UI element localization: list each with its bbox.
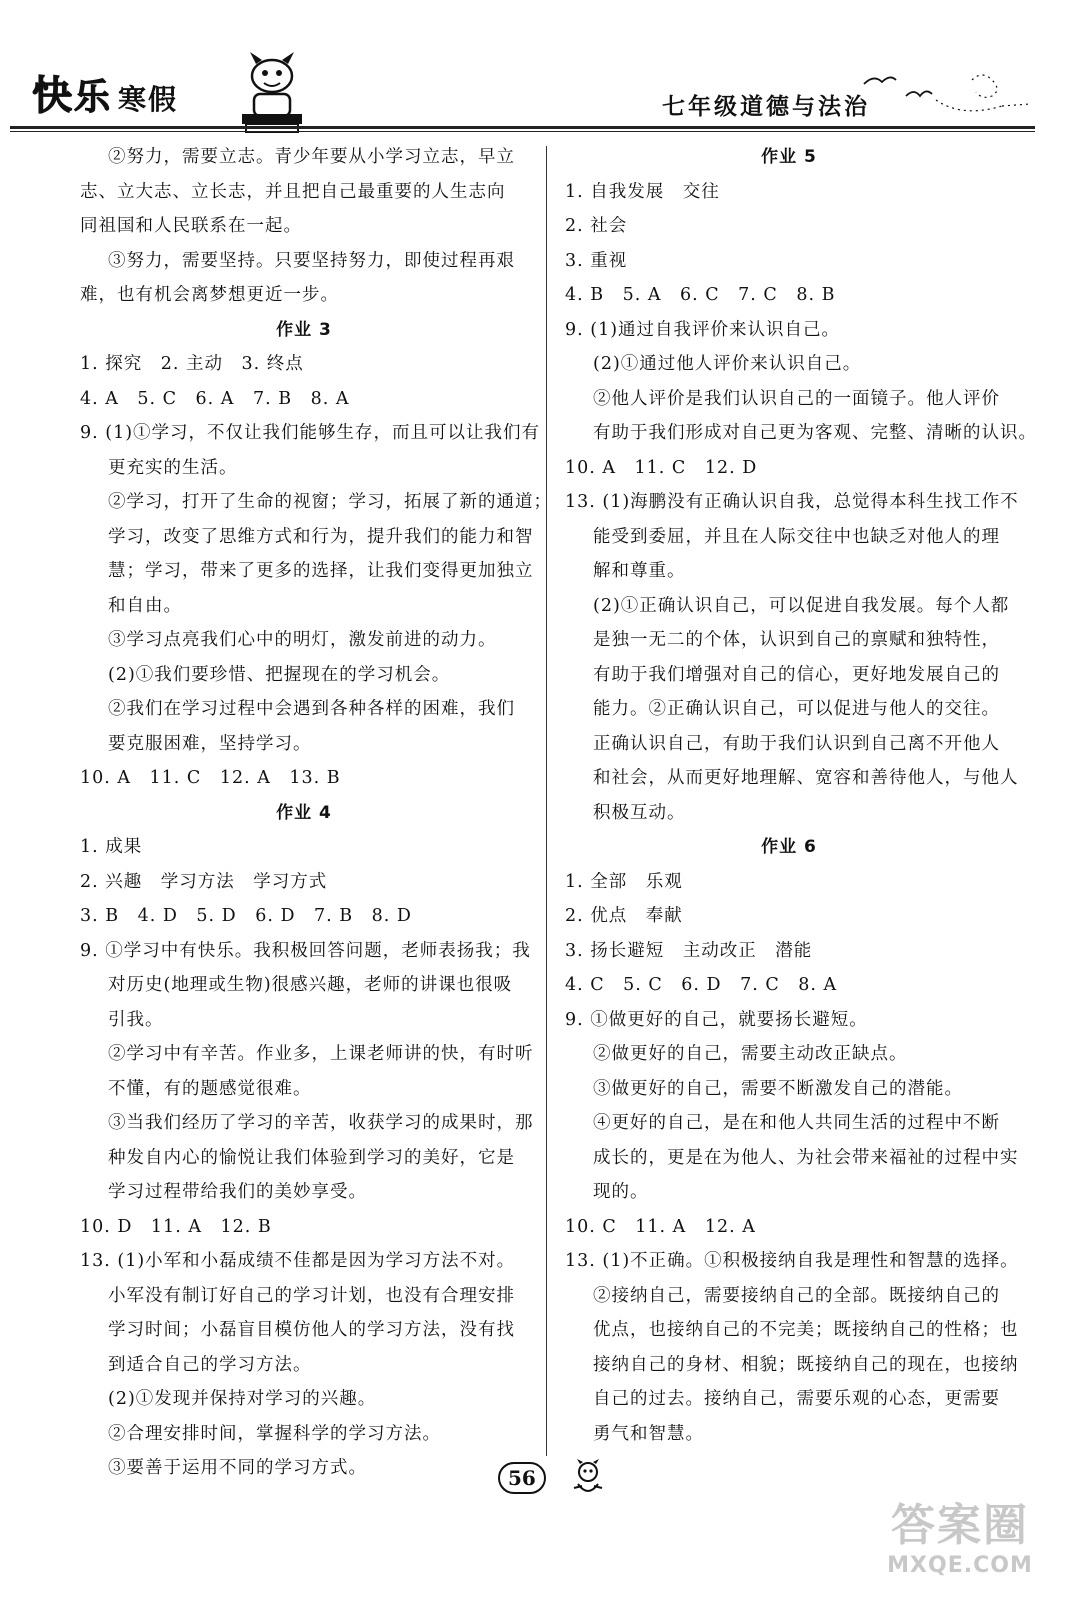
- mascot-icon: [232, 46, 312, 136]
- right-text-line: 成长的，更是在为他人、为社会带来福祉的过程中实: [593, 1147, 1019, 1168]
- right-text-line: 13. (1)海鹏没有正确认识自我，总觉得本科生找工作不: [565, 492, 1019, 512]
- left-text-line: 学习，改变了思维方式和行为，提升我们的能力和智: [108, 526, 534, 547]
- right-text-line: ②他人评价是我们认识自己的一面镜子。他人评价: [593, 388, 1000, 409]
- right-text-line: 是独一无二的个体，认识到自己的禀赋和独特性，: [593, 630, 1000, 650]
- left-text-line: 学习时间；小磊盲目模仿他人的学习方法，没有找: [108, 1320, 515, 1340]
- right-text-line: 有助于我们形成对自己更为客观、完整、清晰的认识。: [593, 423, 1037, 443]
- watermark-logo: 答案圈: [891, 1500, 1029, 1551]
- left-text-line: ②合理安排时间，掌握科学的学习方法。: [108, 1423, 441, 1444]
- right-text-line: 2. 优点 奉献: [565, 906, 683, 926]
- right-text-line: 能力。②正确认识自己，可以促进与他人的交往。: [593, 699, 1000, 719]
- left-section-heading: 作业 4: [276, 802, 332, 823]
- left-text-line: 1. 探究 2. 主动 3. 终点: [80, 354, 304, 374]
- left-text-line: 难，也有机会离梦想更近一步。: [80, 285, 339, 305]
- left-text-line: 学习过程带给我们的美妙享受。: [108, 1182, 367, 1202]
- right-text-line: 自己的过去。接纳自己，需要乐观的心态，更需要: [593, 1389, 1000, 1409]
- left-text-line: (2)①我们要珍惜、把握现在的学习机会。: [108, 664, 451, 685]
- right-text-line: 勇气和智慧。: [593, 1423, 704, 1444]
- right-text-line: 9. ①做更好的自己，就要扬长避短。: [565, 1009, 868, 1030]
- right-text-line: 10. A 11. C 12. D: [565, 457, 758, 478]
- right-text-line: 4. B 5. A 6. C 7. C 8. B: [565, 285, 836, 305]
- left-text-line: 要克服困难，坚持学习。: [108, 733, 312, 754]
- left-text-line: ②学习中有辛苦。作业多，上课老师讲的快，有时听: [108, 1044, 534, 1064]
- left-text-line: ③当我们经历了学习的辛苦，收获学习的成果时，那: [108, 1113, 534, 1133]
- column-divider: [546, 146, 547, 1456]
- right-column: [565, 140, 1037, 1451]
- right-text-line: (2)①正确认识自己，可以促进自我发展。每个人都: [593, 595, 1010, 616]
- left-text-line: 9. (1)①学习，不仅让我们能够生存，而且可以让我们有: [80, 423, 541, 443]
- right-text-line: ②做更好的自己，需要主动改正缺点。: [593, 1044, 908, 1064]
- left-text-line: 3. B 4. D 5. D 6. D 7. B 8. D: [80, 906, 412, 926]
- left-text-line: 10. D 11. A 12. B: [80, 1216, 272, 1237]
- right-text-line: 4. C 5. C 6. D 7. C 8. A: [565, 975, 838, 995]
- footer-mascot-icon: [568, 1458, 608, 1498]
- left-section-heading: 作业 3: [276, 319, 332, 340]
- right-text-line: (2)①通过他人评价来认识自己。: [593, 354, 862, 374]
- right-text-line: ④更好的自己，是在和他人共同生活的过程中不断: [593, 1113, 1000, 1133]
- right-text-line: ③做更好的自己，需要不断激发自己的潜能。: [593, 1078, 963, 1099]
- left-text-line: 对历史(地理或生物)很感兴趣，老师的讲课也很吸: [108, 975, 513, 995]
- left-text-line: 4. A 5. C 6. A 7. B 8. A: [80, 388, 350, 409]
- birds-decoration-icon: [862, 70, 1032, 120]
- right-text-line: 能受到委屈，并且在人际交往中也缺乏对他人的理: [593, 526, 1000, 547]
- right-text-line: 接纳自己的身材、相貌；既接纳自己的现在，也接纳: [593, 1354, 1019, 1375]
- right-text-line: 1. 自我发展 交往: [565, 181, 720, 202]
- left-text-line: 13. (1)小军和小磊成绩不佳都是因为学习方法不对。: [80, 1251, 516, 1271]
- right-text-line: 10. C 11. A 12. A: [565, 1216, 756, 1237]
- left-text-line: 志、立大志、立长志，并且把自己最重要的人生志向: [80, 181, 506, 202]
- left-text-line: 到适合自己的学习方法。: [108, 1354, 312, 1375]
- right-text-line: 3. 重视: [565, 250, 628, 271]
- left-text-line: 和自由。: [108, 595, 182, 616]
- left-text-line: 小军没有制订好自己的学习计划，也没有合理安排: [108, 1285, 515, 1306]
- right-text-line: 9. (1)通过自我评价来认识自己。: [565, 319, 841, 340]
- right-text-line: 正确认识自己，有助于我们认识到自己离不开他人: [593, 733, 1000, 754]
- right-text-line: 积极互动。: [593, 802, 686, 823]
- right-section-heading: 作业 6: [761, 837, 817, 857]
- watermark-url: MXQE.COM: [887, 1553, 1033, 1578]
- right-text-line: 13. (1)不正确。①积极接纳自我是理性和智慧的选择。: [565, 1251, 1019, 1271]
- right-section-heading: 作业 5: [761, 147, 817, 167]
- right-text-line: 1. 全部 乐观: [565, 871, 683, 892]
- header-rule: [10, 126, 1035, 129]
- left-text-line: 2. 兴趣 学习方法 学习方式: [80, 871, 328, 892]
- left-text-line: 同祖国和人民联系在一起。: [80, 216, 302, 236]
- left-text-line: ③要善于运用不同的学习方式。: [108, 1458, 367, 1478]
- left-text-line: ②努力，需要立志。青少年要从小学习立志，早立: [108, 147, 515, 167]
- left-text-line: 引我。: [108, 1009, 164, 1030]
- right-text-line: 优点，也接纳自己的不完美；既接纳自己的性格；也: [593, 1320, 1019, 1340]
- right-text-line: 有助于我们增强对自己的信心，更好地发展自己的: [593, 664, 1000, 685]
- right-text-line: 现的。: [593, 1182, 649, 1202]
- right-text-line: 2. 社会: [565, 216, 628, 236]
- right-text-line: ②接纳自己，需要接纳自己的全部。既接纳自己的: [593, 1285, 1000, 1306]
- right-text-line: 3. 扬长避短 主动改正 潜能: [565, 940, 813, 961]
- left-text-line: 种发自内心的愉悦让我们体验到学习的美好，它是: [108, 1147, 515, 1168]
- left-text-line: 10. A 11. C 12. A 13. B: [80, 768, 341, 788]
- grade-subject-title: 七年级道德与法治: [662, 94, 870, 120]
- left-text-line: ③学习点亮我们心中的明灯，激发前进的动力。: [108, 630, 497, 650]
- left-text-line: ③努力，需要坚持。只要坚持努力，即使过程再艰: [108, 250, 515, 271]
- logo-text: 快乐 寒假: [32, 72, 179, 119]
- watermark: [880, 1500, 1040, 1590]
- left-text-line: ②我们在学习过程中会遇到各种各样的困难，我们: [108, 699, 515, 719]
- page-number: 56: [498, 1462, 546, 1494]
- right-text-line: 和社会，从而更好地理解、宽容和善待他人，与他人: [593, 768, 1019, 788]
- left-text-line: 1. 成果: [80, 837, 143, 857]
- left-text-line: 9. ①学习中有快乐。我积极回答问题，老师表扬我；我: [80, 940, 531, 961]
- left-column: [80, 140, 552, 1486]
- right-text-line: 解和尊重。: [593, 561, 686, 581]
- left-text-line: 慧；学习，带来了更多的选择，让我们变得更加独立: [108, 561, 534, 581]
- header-rule-thin: [10, 131, 1035, 132]
- book-logo: [32, 62, 178, 122]
- left-text-line: 不懂，有的题感觉很难。: [108, 1078, 312, 1099]
- page-header: [0, 0, 1075, 135]
- left-text-line: 更充实的生活。: [108, 457, 238, 478]
- left-text-line: ②学习，打开了生命的视窗；学习，拓展了新的通道；: [108, 492, 552, 512]
- left-text-line: (2)①发现并保持对学习的兴趣。: [108, 1389, 377, 1409]
